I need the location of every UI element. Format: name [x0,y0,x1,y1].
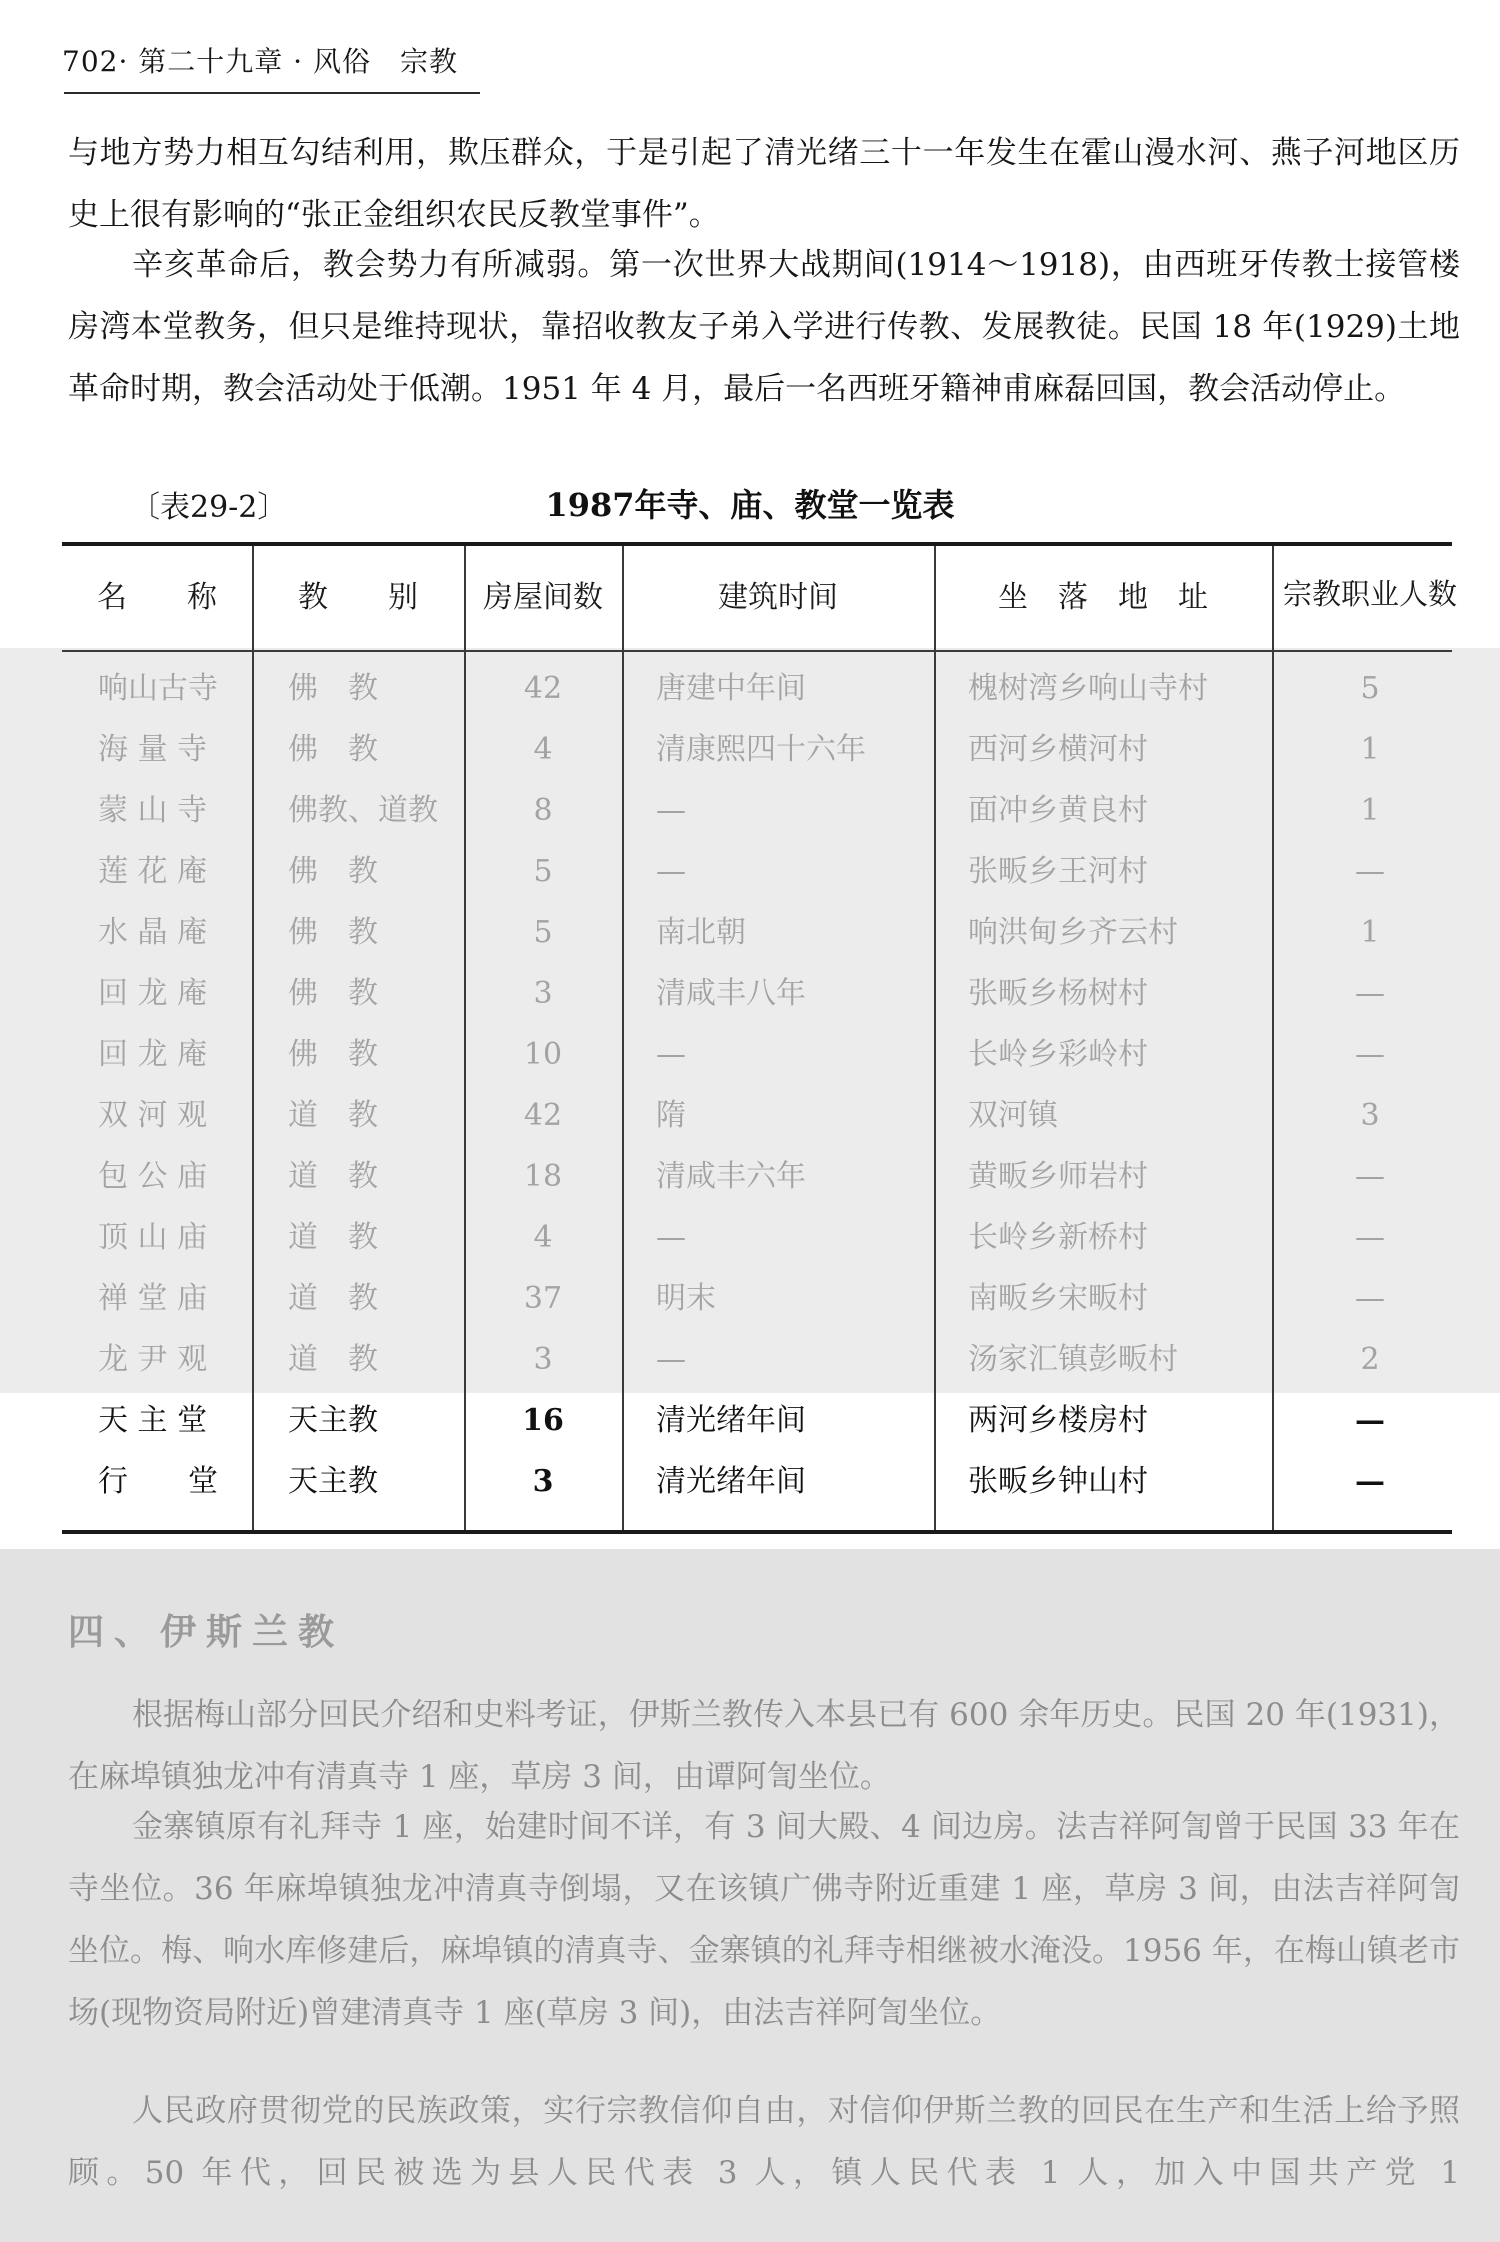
cell-name: 龙 尹 观 [98,1342,208,1377]
cell-address: 双河镇 [968,1098,1058,1133]
paragraph-continued: 与地方势力相互勾结利用，欺压群众，于是引起了清光绪三十一年发生在霍山漫水河、燕子河地区历史上很有影响的“张正金组织农民反教堂事件”。 [68,135,1460,233]
cell-rooms: 16 [522,1403,564,1438]
cell-address: 长岭乡新桥村 [968,1220,1148,1255]
cell-staff: — [1355,1464,1385,1499]
cell-address: 黄畈乡师岩村 [968,1159,1148,1194]
cell-name: 回 龙 庵 [98,976,208,1011]
cell-name: 包 公 庙 [98,1159,208,1194]
chapter-title: · 第二十九章 · 风俗 宗教 [118,45,458,78]
islam-paragraph-1: 根据梅山部分回民介绍和史料考证，伊斯兰教传入本县已有 600 余年历史。民国 20 年(1931)，在麻埠镇独龙冲有清真寺 1 座，草房 3 间，由谭阿訇坐位。 [68,1697,1460,1795]
cell-staff: 2 [1360,1342,1380,1377]
cell-religion: 佛教、道教 [288,793,438,828]
cell-built-time: — [656,854,686,889]
cell-religion: 佛 教 [288,671,378,706]
cell-staff: — [1355,854,1385,889]
cell-address: 张畈乡王河村 [968,854,1148,889]
cell-rooms: 5 [533,854,553,889]
cell-religion: 佛 教 [288,732,378,767]
cell-staff: 5 [1360,671,1380,706]
cell-built-time: — [656,1220,686,1255]
cell-address: 面冲乡黄良村 [968,793,1148,828]
cell-built-time: 明末 [656,1281,716,1316]
cell-staff: 1 [1360,915,1380,950]
cell-address: 张畈乡钟山村 [968,1464,1148,1499]
cell-rooms: 4 [533,732,553,767]
cell-name: 回 龙 庵 [98,1037,208,1072]
cell-built-time: 清咸丰六年 [656,1159,806,1194]
cell-religion: 佛 教 [288,915,378,950]
table-title: 1987年寺、庙、教堂一览表 [545,486,955,524]
cell-built-time: — [656,1342,686,1377]
cell-staff: — [1355,976,1385,1011]
cell-built-time: 隋 [656,1098,686,1133]
cell-rooms: 42 [523,671,563,706]
cell-name: 蒙 山 寺 [98,793,208,828]
paragraph-xinhai: 辛亥革命后，教会势力有所减弱。第一次世界大战期间(1914～1918)，由西班牙传教士接管楼房湾本堂教务，但只是维持现状，靠招收教友子弟入学进行传教、发展教徒。民国 18 年(1929)土地革命时期，教会活动处于低潮。1951 年 4 月，最后一名西班牙籍神甫麻磊回国，教会活动停止。 [68,247,1460,407]
cell-address: 两河乡楼房村 [968,1403,1148,1438]
islam-paragraph-3: 人民政府贯彻党的民族政策，实行宗教信仰自由，对信仰伊斯兰教的回民在生产和生活上给予照顾。50 年代，回民被选为县人民代表 3 人，镇人民代表 1 人，加入中国共产党 1 [68,2093,1460,2191]
column-header-religion: 教 别 [298,580,418,615]
table-top-rule [62,542,1452,546]
cell-religion: 道 教 [288,1342,378,1377]
column-header-staff: 宗教职业人数 [1282,577,1457,611]
cell-built-time: 清光绪年间 [656,1464,806,1499]
column-divider [252,546,254,1530]
cell-address: 西河乡横河村 [968,732,1148,767]
cell-name: 行 堂 [98,1464,218,1499]
column-divider [622,546,624,1530]
cell-name: 天 主 堂 [98,1403,208,1438]
cell-staff: 1 [1360,732,1380,767]
cell-religion: 道 教 [288,1098,378,1133]
column-header-address: 坐 落 地 址 [998,580,1208,615]
cell-rooms: 3 [533,1342,553,1377]
cell-staff: — [1355,1159,1385,1194]
cell-rooms: 37 [523,1281,563,1316]
table-header-rule [62,650,1452,652]
column-divider [934,546,936,1530]
cell-address: 槐树湾乡响山寺村 [968,671,1208,706]
cell-rooms: 8 [533,793,553,828]
cell-address: 南畈乡宋畈村 [968,1281,1148,1316]
cell-staff: — [1355,1220,1385,1255]
cell-built-time: 南北朝 [656,915,746,950]
cell-religion: 道 教 [288,1281,378,1316]
cell-staff: 3 [1360,1098,1380,1133]
cell-staff: — [1355,1037,1385,1072]
cell-staff: — [1355,1403,1385,1438]
cell-religion: 佛 教 [288,1037,378,1072]
cell-name: 双 河 观 [98,1098,208,1133]
cell-built-time: — [656,793,686,828]
cell-rooms: 3 [532,1464,554,1499]
cell-religion: 佛 教 [288,854,378,889]
cell-staff: 1 [1360,793,1380,828]
cell-rooms: 5 [533,915,553,950]
column-header-built: 建筑时间 [718,580,838,615]
header-rule [64,92,480,94]
cell-name: 顶 山 庙 [98,1220,208,1255]
cell-religion: 天主教 [288,1403,378,1438]
cell-address: 汤家汇镇彭畈村 [968,1342,1178,1377]
cell-rooms: 4 [533,1220,553,1255]
cell-religion: 道 教 [288,1159,378,1194]
cell-address: 张畈乡杨树村 [968,976,1148,1011]
column-header-name: 名 称 [97,580,217,615]
table-number: 〔表29-2〕 [130,490,288,525]
cell-religion: 道 教 [288,1220,378,1255]
cell-name: 莲 花 庵 [98,854,208,889]
cell-staff: — [1355,1281,1385,1316]
cell-built-time: 唐建中年间 [656,671,806,706]
column-header-rooms: 房屋间数 [483,580,603,615]
cell-name: 水 晶 庵 [98,915,208,950]
cell-built-time: 清咸丰八年 [656,976,806,1011]
section-title: 四、伊斯兰教 [68,1611,345,1653]
cell-religion: 佛 教 [288,976,378,1011]
cell-rooms: 3 [533,976,553,1011]
cell-rooms: 10 [523,1037,563,1072]
cell-built-time: 清康熙四十六年 [656,732,866,767]
cell-name: 响山古寺 [98,671,218,706]
cell-built-time: — [656,1037,686,1072]
page-number: 702 [62,45,119,78]
cell-rooms: 18 [523,1159,563,1194]
cell-built-time: 清光绪年间 [656,1403,806,1438]
cell-religion: 天主教 [288,1464,378,1499]
cell-address: 响洪甸乡齐云村 [968,915,1178,950]
cell-rooms: 42 [523,1098,563,1133]
cell-address: 长岭乡彩岭村 [968,1037,1148,1072]
cell-name: 海 量 寺 [98,732,208,767]
islam-paragraph-2: 金寨镇原有礼拜寺 1 座，始建时间不详，有 3 间大殿、4 间边房。法吉祥阿訇曾于民国 33 年在寺坐位。36 年麻埠镇独龙冲清真寺倒塌，又在该镇广佛寺附近重建 1 座，草房 3 间，由法吉祥阿訇坐位。梅、响水库修建后，麻埠镇的清真寺、金寨镇的礼拜寺相继被水淹没。1956 年，在梅山镇老市场(现物资局附近)曾建清真寺 1 座(草房 3 间)，由法吉祥阿訇坐位。 [68,1809,1460,2031]
running-header [62,40,458,80]
table-bottom-rule [62,1530,1452,1534]
cell-name: 禅 堂 庙 [98,1281,208,1316]
